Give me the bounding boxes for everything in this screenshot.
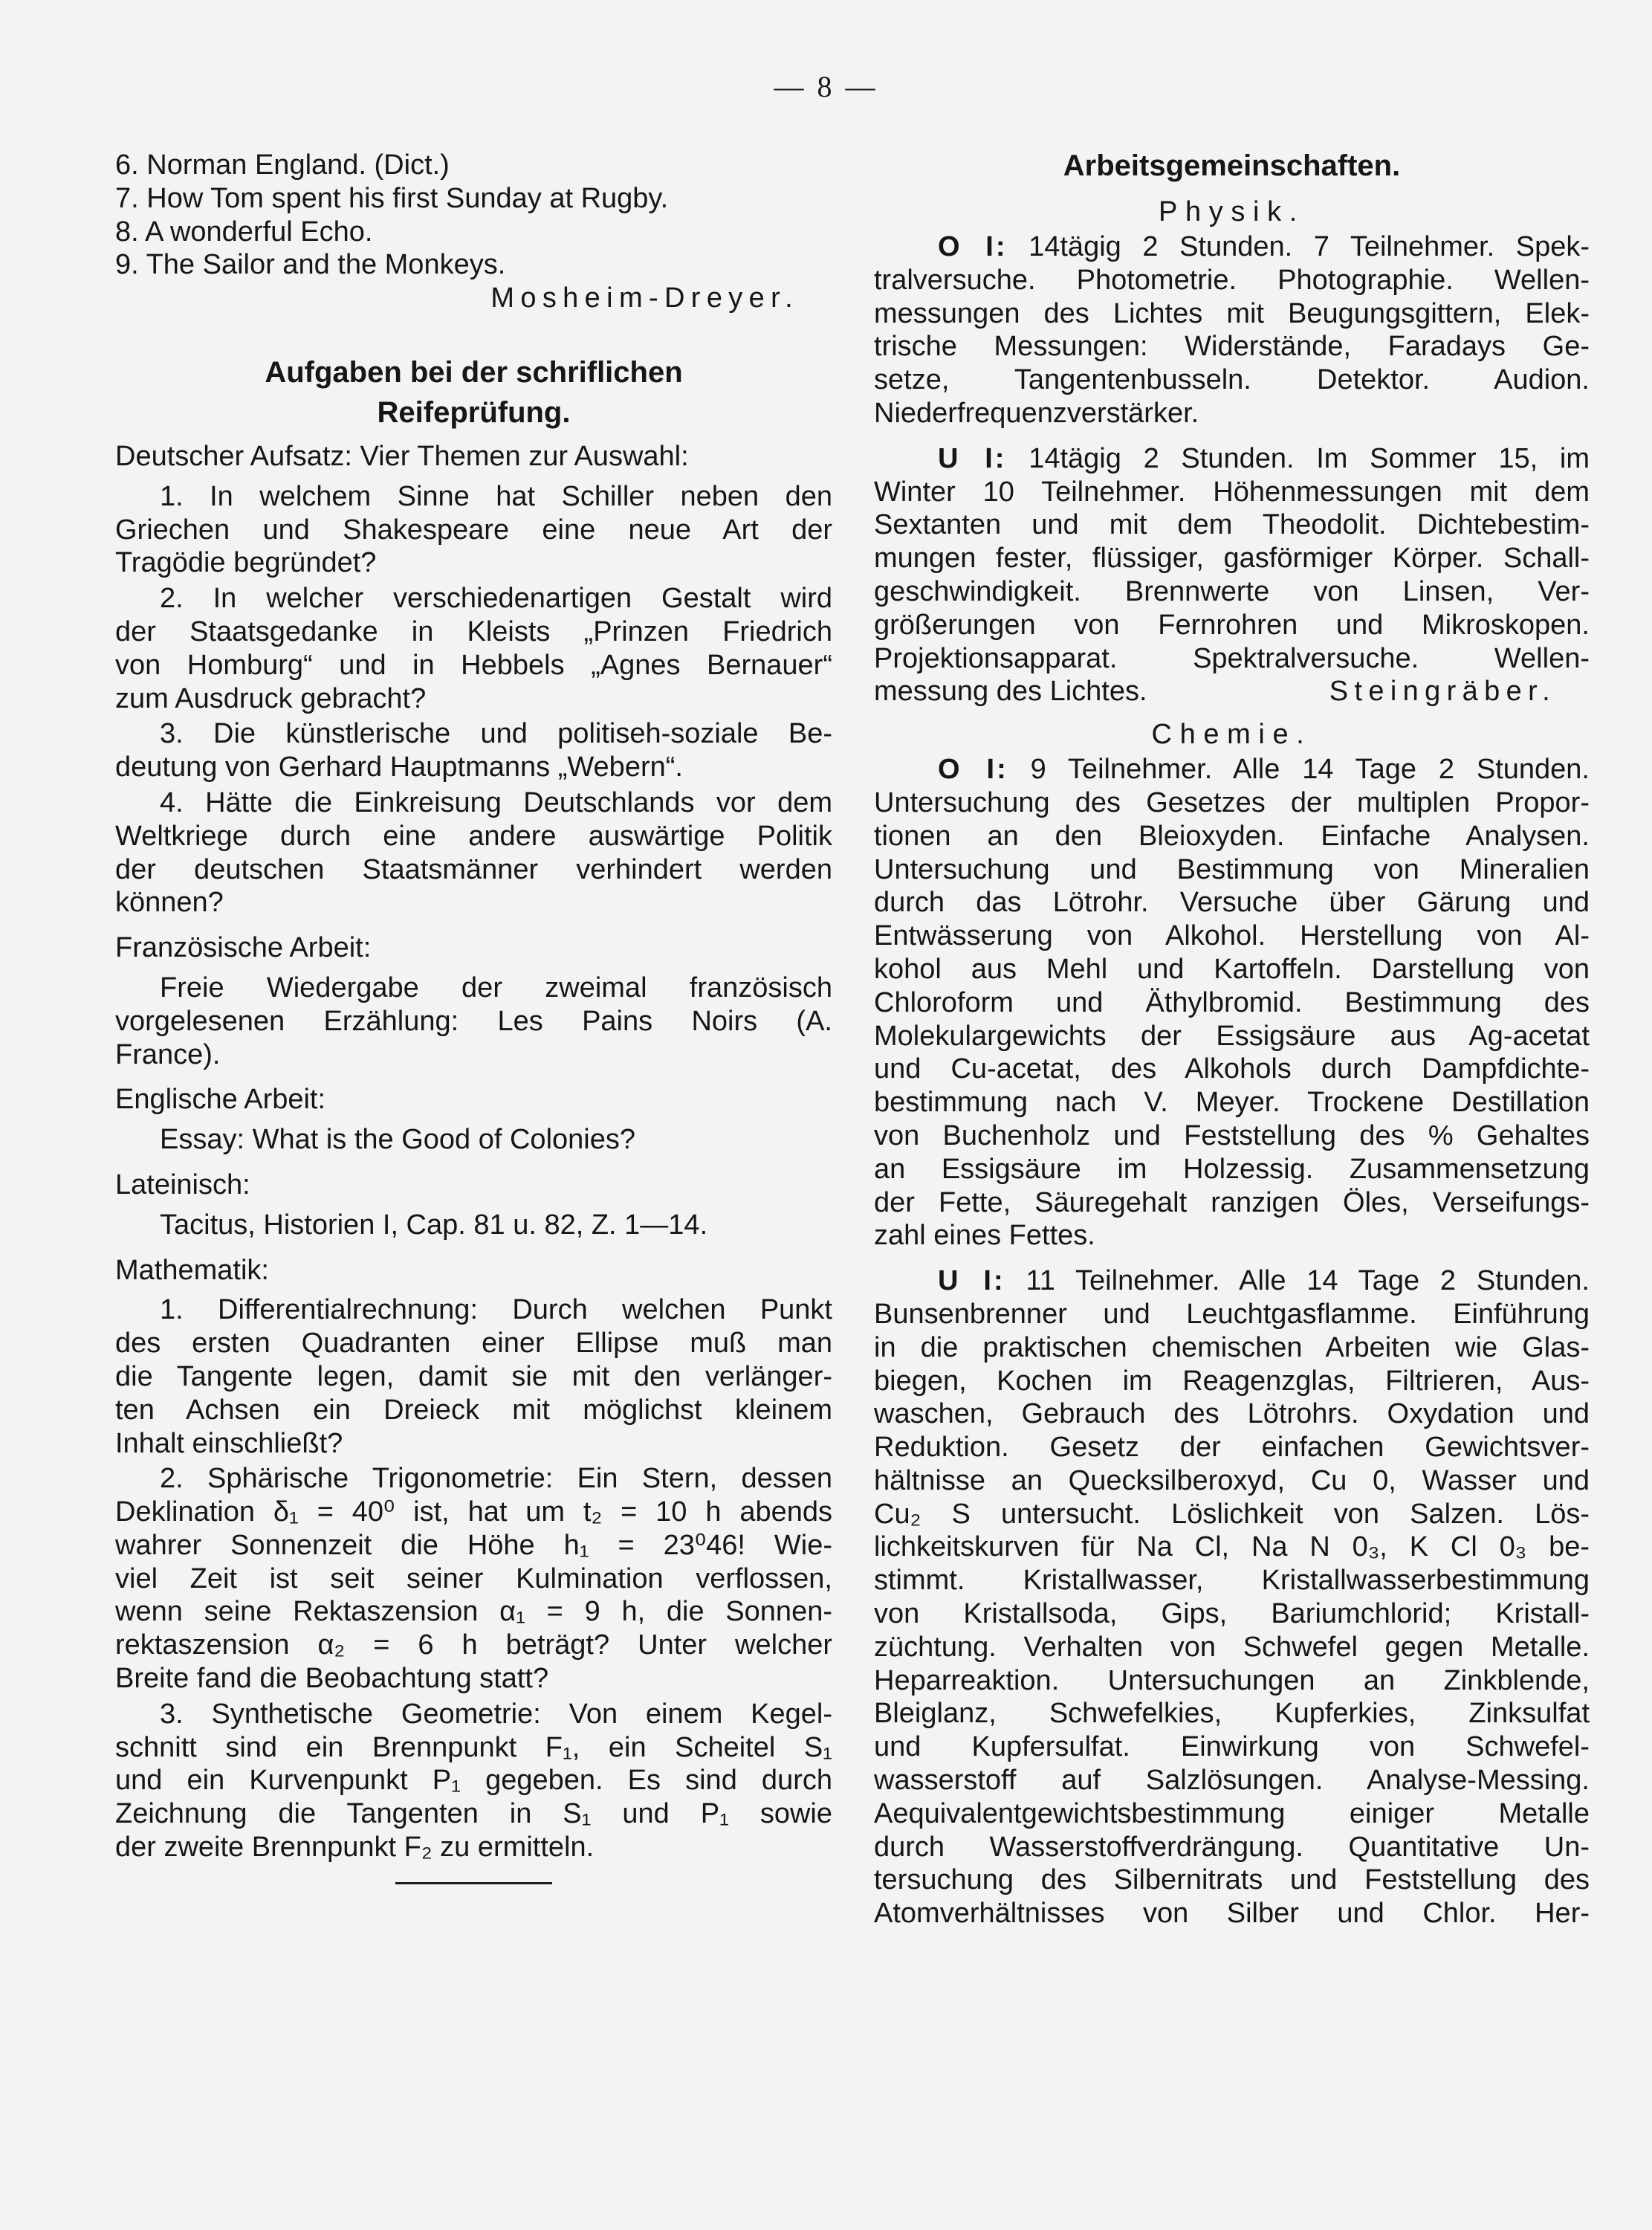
label-block [115,1083,832,1116]
line-text: messungen des Lichtes mit Beugungsgittern, Elek- [874,297,1590,329]
line-text: 14tägig 2 Stunden. 7 Teilnehmer. Spek- [1029,231,1590,262]
text-line [874,1365,1590,1398]
line-text: Untersuchung und Bestimmung von Mineralien [874,853,1590,885]
text-line [874,1797,1590,1831]
text-line [115,1005,832,1038]
line-text: züchtung. Verhalten von Schwefel gegen Metalle. [874,1631,1590,1663]
text-line [115,546,832,580]
line-text: Chemie. [1151,719,1312,751]
para-block [874,1264,1590,1930]
text-line [874,1597,1590,1631]
label-block [115,1254,832,1287]
text-line [115,649,832,682]
line-text: kohol aus Mehl und Kartoffeln. Darstellung von [874,953,1590,985]
text-line [115,717,832,751]
line-text: von Kristallsoda, Gips, Bariumchlorid; Kristall- [874,1598,1590,1630]
text-line [115,853,832,887]
line-text-group [874,675,1147,708]
answer-block [115,972,832,1071]
line-text: viel Zeit ist seit seiner Kulmination verflossen, [115,1562,832,1594]
line-text: trische Messungen: Widerstände, Faradays Ge- [874,331,1590,363]
line-text: Niederfrequenzverstärker. [874,397,1199,429]
text-line [874,264,1590,297]
line-text: 1. Differentialrechnung: Durch welchen Punkt [160,1294,832,1326]
text-line [874,297,1590,331]
text-line [874,442,1590,476]
text-line [115,1831,832,1864]
text-line [115,786,832,820]
line-text: Griechen und Shakespeare eine neue Art der [115,514,832,546]
text-line [115,751,832,784]
line-text: stimmt. Kristallwasser, Kristallwasserbestimmung [874,1565,1590,1597]
text-line [115,248,832,282]
text-line [874,1631,1590,1664]
class-label: O I: [938,754,1008,786]
subheading-block [874,193,1590,230]
line-text: 4. Hätte die Einkreisung Deutschlands vor dem [160,786,832,818]
text-line [874,609,1590,642]
text-line [115,820,832,853]
text-line [115,149,832,182]
text-line [115,1254,832,1287]
subheading-block [874,716,1590,753]
text-line [115,1209,832,1242]
text-line [874,575,1590,609]
text-line [874,1119,1590,1153]
text-line [115,216,832,249]
text-line [874,193,1590,230]
line-text: Heparreaktion. Untersuchungen an Zinkblende, [874,1664,1590,1696]
line-text: 3. Die künstlerische und politiseh-soziale Be- [160,718,832,750]
line-text: Französische Arbeit: [115,932,372,964]
text-line [874,920,1590,953]
text-line [874,753,1590,786]
text-line [874,1053,1590,1086]
author-signature: Steingräber. [1329,676,1556,708]
heading-block [115,352,832,433]
line-text: Tacitus, Historien I, Cap. 81 u. 82, Z. 1—14. [160,1209,708,1241]
text-line [115,1529,832,1562]
line-text: die Tangente legen, damit sie mit den verlänger- [115,1360,832,1392]
item-block [115,717,832,784]
text-line [115,352,832,392]
para-block [874,230,1590,430]
line-text: Mosheim-Dreyer. [490,282,799,314]
line-text: wasserstoff auf Salzlösungen. Analyse-Messing. [874,1765,1590,1797]
text-line [874,1153,1590,1186]
section-end-rule [395,1882,552,1884]
text-line [874,230,1590,264]
text-line [115,972,832,1005]
line-text: Reduktion. Gesetz der einfachen Gewichtsver- [874,1432,1590,1464]
text-line [115,282,832,315]
line-text: und ein Kurvenpunkt P₁ gegeben. Es sind durch [115,1765,832,1797]
line-text: Winter 10 Teilnehmer. Höhenmessungen mit dem [874,476,1590,508]
text-line [115,480,832,514]
text-line [874,1831,1590,1864]
line-text: Cu₂ S untersucht. Löslichkeit von Salzen. Lös- [874,1498,1590,1530]
line-text: der zweite Brennpunkt F₂ zu ermitteln. [115,1832,595,1864]
label-block [115,1169,832,1202]
label-block [115,931,832,965]
text-line [874,1186,1590,1220]
item-block [115,582,832,715]
class-label: U I: [938,442,1007,474]
text-line [874,1664,1590,1698]
line-text: Freie Wiedergabe der zweimal französisch [160,972,832,1003]
label-block [115,440,832,474]
page-number: — 8 — [774,70,878,103]
line-text: 1. In welchem Sinne hat Schiller neben den [160,480,832,512]
line-text: rektaszension α₂ = 6 h beträgt? Unter welcher [115,1629,832,1661]
text-line [874,716,1590,753]
line-text: und Cu-acetat, des Alkohols durch Dampfdichte- [874,1053,1590,1085]
text-line [874,1564,1590,1597]
line-text: 9 Teilnehmer. Alle 14 Tage 2 Stunden. [1030,754,1590,786]
line-text: von Homburg“ und in Hebbels „Agnes Bernauer“ [115,649,832,681]
text-line [874,508,1590,542]
line-text: Essay: What is the Good of Colonies? [160,1124,635,1156]
line-text: Entwässerung von Alkohol. Herstellung von Al- [874,920,1590,952]
line-text: durch das Lötrohr. Versuche über Gärung und [874,887,1590,919]
line-text: 8. A wonderful Echo. [115,216,373,248]
line-text: der Staatsgedanke in Kleists „Prinzen Friedrich [115,615,832,647]
text-line [874,642,1590,676]
line-text: 2. Sphärische Trigonometrie: Ein Stern, dessen [160,1463,832,1495]
line-text: Weltkriege durch eine andere auswärtige Politik [115,820,832,852]
text-line [874,1219,1590,1253]
line-text: ten Achsen ein Dreieck mit möglichst kleinem [115,1394,832,1426]
para-block [874,442,1590,708]
line-text: setze, Tangentenbusseln. Detektor. Audion. [874,364,1590,396]
text-line [115,1496,832,1529]
left-column [115,149,832,1864]
line-text: 6. Norman England. (Dict.) [115,149,450,181]
line-text: mungen fester, flüssiger, gasförmiger Körper. Schall- [874,543,1590,575]
text-line [874,1464,1590,1498]
text-line [115,1427,832,1461]
line-text: tralversuche. Photometrie. Photographie. Wellen- [874,264,1590,296]
text-line [874,1531,1590,1564]
text-line [115,1562,832,1596]
line-text: 11 Teilnehmer. Alle 14 Tage 2 Stunden. [1026,1265,1590,1297]
line-text: wahrer Sonnenzeit die Höhe h₁ = 23⁰46! Wie- [115,1529,832,1561]
line-text: Aequivalentgewichtsbestimmung einiger Metalle [874,1797,1590,1829]
line-text: Bunsenbrenner und Leuchtgasflamme. Einführung [874,1298,1590,1330]
line-text: und Kupfersulfat. Einwirkung von Schwefel- [874,1731,1590,1763]
text-line [115,1038,832,1072]
answer-block [115,1123,832,1157]
text-line [874,820,1590,853]
class-label: U I: [938,1265,1005,1297]
line-text: Arbeitsgemeinschaften. [1063,149,1401,182]
text-line [115,1629,832,1662]
line-text: durch Wasserstoffverdrängung. Quantitative Un- [874,1831,1590,1863]
line-text: geschwindigkeit. Brennwerte von Linsen, Ver- [874,575,1590,607]
line-text: tersuchung des Silbernitrats und Feststellung des [874,1864,1590,1896]
text-line [874,1498,1590,1531]
line-text: können? [115,887,224,919]
text-line [115,1293,832,1327]
text-line [115,1662,832,1696]
item-block [115,480,832,580]
line-text: Inhalt einschließt? [115,1427,343,1459]
item-block [115,786,832,920]
text-line [115,582,832,615]
line-text: Deklination δ₁ = 40⁰ ist, hat um t₂ = 10 h abends [115,1496,832,1528]
text-line [115,182,832,216]
line-text: Projektionsapparat. Spektralversuche. Wellen- [874,642,1590,674]
line-text: waschen, Gebrauch des Lötrohrs. Oxydation und [874,1398,1590,1430]
text-line [874,886,1590,920]
text-line [874,986,1590,1020]
text-line [874,1331,1590,1365]
line-text: Sextanten und mit dem Theodolit. Dichtebestim- [874,509,1590,541]
line-text: Untersuchung des Gesetzes der multiplen Propor- [874,786,1590,818]
heading-block [874,146,1590,186]
line-text: des ersten Quadranten einer Ellipse muß man [115,1328,832,1360]
line-text: biegen, Kochen im Reagenzglas, Filtrieren, Aus- [874,1365,1590,1397]
text-line [874,1897,1590,1930]
text-line [874,1020,1590,1053]
text-line [874,146,1590,186]
text-line [874,1764,1590,1797]
line-text: Physik. [1159,196,1305,227]
text-line [115,1698,832,1731]
text-line [874,1730,1590,1764]
line-text: Mathematik: [115,1254,269,1286]
line-text: an Essigsäure im Holzessig. Zusammensetzung [874,1153,1590,1185]
text-line [115,1764,832,1797]
line-text: der deutschen Staatsmänner verhindert werden [115,853,832,885]
text-line [115,886,832,920]
text-line [115,514,832,547]
line-text: lichkeitskurven für Na Cl, Na N 0₃, K Cl 0₃ be- [874,1531,1590,1563]
line-text: Zeichnung die Tangenten in S₁ und P₁ sowie [115,1798,832,1830]
line-text: tionen an den Bleioxyden. Einfache Analysen. [874,820,1590,852]
text-line [115,1083,832,1116]
line-text: zahl eines Fettes. [874,1220,1095,1252]
text-line [874,853,1590,887]
class-label: O I: [938,231,1008,262]
line-text: Tragödie begründet? [115,547,377,579]
line-text: Atomverhältnisses von Silber und Chlor. Her- [874,1898,1590,1930]
line-text: 14tägig 2 Stunden. Im Sommer 15, im [1029,442,1590,474]
item-block [115,1293,832,1460]
para-block [874,753,1590,1253]
line-text: der Fette, Säuregehalt ranzigen Öles, Verseifungs- [874,1186,1590,1218]
text-line [874,953,1590,986]
right-column [874,146,1590,1930]
text-line [874,1264,1590,1298]
line-text: deutung von Gerhard Hauptmanns „Webern“. [115,752,683,783]
text-line [874,675,1590,708]
list-block [115,149,832,282]
text-line [874,1864,1590,1897]
line-text: 9. The Sailor and the Monkeys. [115,249,506,281]
line-text: Deutscher Aufsatz: Vier Themen zur Auswahl: [115,440,689,472]
line-text: Reifeprüfung. [377,395,571,429]
line-text: größerungen von Fernrohren und Mikroskopen. [874,609,1590,641]
text-line [115,615,832,649]
text-line [874,363,1590,397]
line-text: schnitt sind ein Brennpunkt F₁, ein Scheitel S₁ [115,1731,832,1763]
text-line [874,1697,1590,1730]
line-text: Molekulargewichts der Essigsäure aus Ag-acetat [874,1020,1590,1052]
text-line [115,1123,832,1157]
text-line [874,1086,1590,1119]
signature-block [115,282,832,315]
text-line [874,330,1590,363]
text-line [115,1327,832,1360]
line-text: wenn seine Rektaszension α₁ = 9 h, die Sonnen- [115,1596,832,1628]
text-line [115,1595,832,1629]
item-block [115,1462,832,1696]
line-text: von Buchenholz und Feststellung des % Gehaltes [874,1119,1590,1151]
line-text: Englische Arbeit: [115,1084,326,1116]
item-block [115,1698,832,1864]
text-line [115,440,832,474]
line-text: zum Ausdruck gebracht? [115,682,427,714]
line-text: Aufgaben bei der schriflichen [265,355,683,389]
text-line [874,1431,1590,1464]
text-line [115,1797,832,1831]
text-line [115,682,832,716]
answer-block [115,1209,832,1242]
text-line [115,1462,832,1496]
text-line [874,1397,1590,1431]
line-text: vorgelesenen Erzählung: Les Pains Noirs (A. [115,1005,832,1037]
line-text: 3. Synthetische Geometrie: Von einem Kegel- [160,1698,832,1730]
line-text: Lateinisch: [115,1169,250,1200]
text-line [874,397,1590,430]
text-line [874,476,1590,509]
line-text: 2. In welcher verschiedenartigen Gestalt wird [160,583,832,615]
text-line [115,1394,832,1427]
line-text: Chloroform und Äthylbromid. Bestimmung des [874,986,1590,1018]
line-text: messung des Lichtes. [874,676,1147,708]
text-line [115,1360,832,1394]
line-text: in die praktischen chemischen Arbeiten wie Glas- [874,1331,1590,1363]
text-line [874,1298,1590,1331]
line-text: hältnisse an Quecksilberoxyd, Cu 0, Wasser und [874,1464,1590,1496]
text-line [874,786,1590,820]
text-line [115,1169,832,1202]
text-line [115,1731,832,1765]
line-text: Breite fand die Beobachtung statt? [115,1663,549,1695]
text-line [115,931,832,965]
line-text: 7. How Tom spent his first Sunday at Rugby. [115,182,669,214]
text-line [874,542,1590,575]
line-text: Bleiglanz, Schwefelkies, Kupferkies, Zinksulfat [874,1698,1590,1730]
line-text: bestimmung nach V. Meyer. Trockene Destillation [874,1087,1590,1119]
text-line [115,392,832,433]
line-text: France). [115,1038,221,1070]
